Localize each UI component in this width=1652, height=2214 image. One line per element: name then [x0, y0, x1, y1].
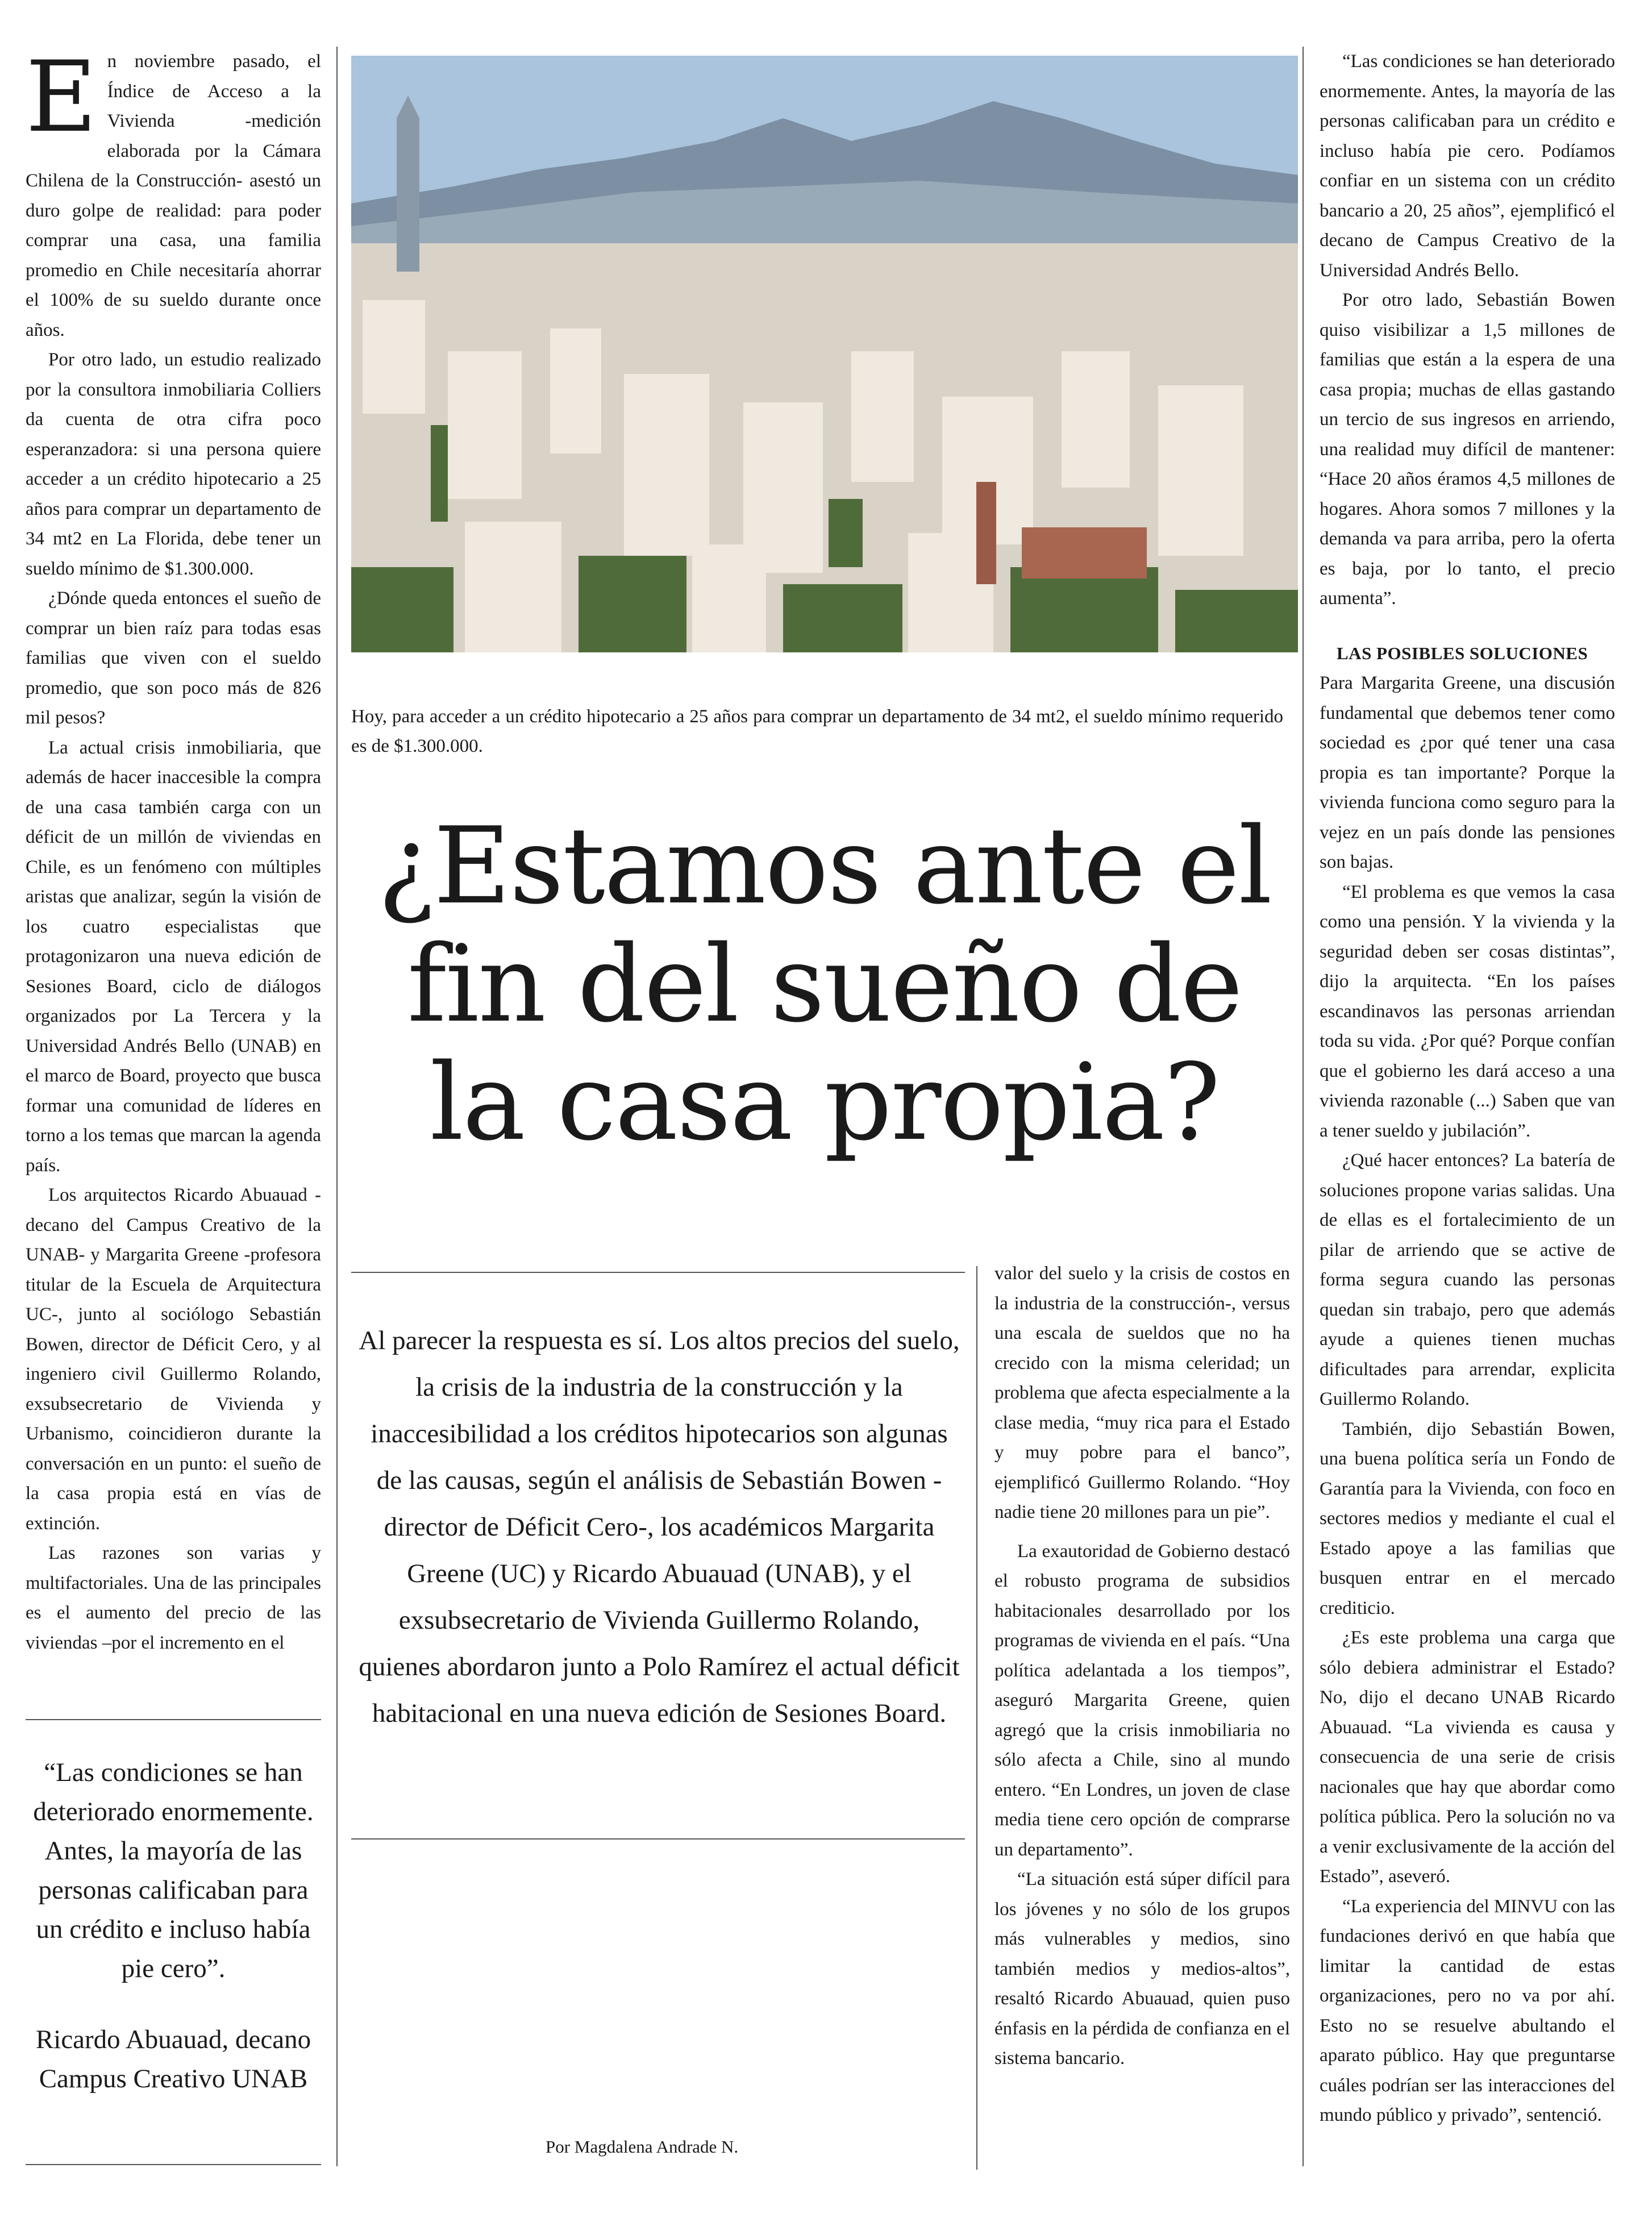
paragraph: La actual crisis inmobiliaria, que además de hacer inaccesible la compra de una casa también carga con un déficit de un millón de viviendas en Chile, es un fenómeno con múltiples aristas que analizar, según la visión de los cuatro especialistas que protagonizaron una nueva edición de Sesiones Board, ciclo de diálogos organizados por La Tercera y la Universidad Andrés Bello (UNAB) en el marco de Board, proyecto que busca formar una comunidad de líderes en torno a los temas que marcan la agenda país.: [26, 737, 321, 1176]
column-rule-right: [1303, 47, 1304, 2166]
paragraph: “La situación está súper difícil para los jóvenes y no sólo de los grupos más vulnerables y medios, sino también medios y medios-altos”, resaltó Ricardo Abuauad, quien puso énfasis en la pérdida de confianza en el sistema bancario.: [994, 1869, 1290, 2069]
paragraph: La exautoridad de Gobierno destacó el robusto programa de subsidios habitacionales desarrollado por los programas de vivienda en el país. “Una política adelantada a los tiempos”, aseguró Margarita Greene, quien agregó que la crisis inmobiliaria no sólo afecta a Chile, sino al mundo entero. “En Londres, un joven de clase media tiene cero opción de comprarse un departamento”.: [994, 1541, 1290, 1860]
deck-top-rule: [351, 1272, 965, 1273]
paragraph: Por otro lado, un estudio realizado por la consultora inmobiliaria Colliers da cuenta de otra cifra poco esperanzadora: si una persona quiere acceder a un crédito hipotecario a 25 años para comprar un departamento de 34 mt2 en La Florida, debe tener un sueldo mínimo de $1.300.000.: [26, 349, 321, 579]
pull-quote-bottom-rule: [26, 2164, 321, 2165]
byline: Por Magdalena Andrade N.: [546, 2137, 739, 2157]
headline-line: fin del sueño de: [407, 922, 1242, 1046]
deck-bottom-rule: [351, 1838, 965, 1840]
paragraph: “El problema es que vemos la casa como una pensión. Y la vivienda y la seguridad deben ser cosas distintas”, dijo la arquitecta. “En los países escandinavos las personas arriendan toda su vida. ¿Por qué? Porque confían que el gobierno les dará acceso a una vivienda razonable (...) Saben que van a tener sueldo y jubilación”.: [1320, 881, 1615, 1141]
right-column: [1320, 47, 1615, 2130]
paragraph: ¿Dónde queda entonces el sueño de comprar un bien raíz para todas esas familias que viven con el sueldo promedio, que son poco más de 826 mil pesos?: [26, 588, 321, 728]
section-subhead: LAS POSIBLES SOLUCIONES: [1337, 643, 1588, 663]
left-column: [26, 40, 321, 1658]
photo-caption: Hoy, para acceder a un crédito hipotecario a 25 años para comprar un departamento de 34 mt2, el sueldo mínimo requerido es de $1.300.000.: [351, 706, 1283, 756]
column-rule-left: [336, 47, 338, 2166]
paragraph: ¿Qué hacer entonces? La batería de soluciones propone varias salidas. Una de ellas es el fortalecimiento de un pilar de arriendo que se active de forma segura cuando las personas quedan sin trabajo, pero que además ayude a quienes tienen muchas dificultades para arrendar, explicita Guillermo Rolando.: [1320, 1150, 1615, 1409]
middle-column: [994, 1259, 1290, 2074]
pull-quote: [26, 1753, 321, 2099]
paragraph: También, dijo Sebastián Bowen, una buena política sería un Fondo de Garantía para la Vivienda, con foco en sectores medios y mediante el cual el Estado apoye a las familias que busquen entrar en el mercado crediticio.: [1320, 1418, 1615, 1618]
paragraph: valor del suelo y la crisis de costos en la industria de la construcción-, versus una escala de sueldos que no ha crecido con la misma celeridad; un problema que afecta especialmente a la clase media, “muy rica para el Estado y muy pobre para el banco”, ejemplificó Guillermo Rolando. “Hoy nadie tiene 20 millones para un pie”.: [994, 1263, 1290, 1522]
pull-quote-attribution: Ricardo Abuauad, decano Campus Creativo UNAB: [35, 2025, 311, 2094]
paragraph: Los arquitectos Ricardo Abuauad -decano del Campus Creativo de la UNAB- y Margarita Greene -profesora titular de la Escuela de Arquitectura UC-, junto al sociólogo Sebastián Bowen, director de Déficit Cero, y al ingeniero civil Guillermo Rolando, exsubsecretario de Vivienda y Urbanismo, coincidieron durante la conversación en un punto: el sueño de la casa propia está en vías de extinción.: [26, 1185, 321, 1534]
paragraph: n noviembre pasado, el Índice de Acceso a la Vivienda -medición elaborada por la Cámara Chilena de la Construcción- asestó un duro golpe de realidad: para poder comprar una casa, una familia promedio en Chile necesitaría ahorrar el 100% de su sueldo durante once años.: [26, 51, 321, 340]
paragraph: “Las condiciones se han deteriorado enormemente. Antes, la mayoría de las personas calificaban para un crédito e incluso había pie cero. Podíamos confiar en un sistema con un crédito bancario a 20, 25 años”, ejemplificó el decano de Campus Creativo de la Universidad Andrés Bello.: [1320, 51, 1615, 281]
paragraph: Por otro lado, Sebastián Bowen quiso visibilizar a 1,5 millones de familias que están a la espera de una casa propia; muchas de ellas gastando un tercio de sus ingresos en arriendo, una realidad muy difícil de mantener: “Hace 20 años éramos 4,5 millones de hogares. Ahora somos 7 millones y la demanda va para arriba, pero la oferta es baja, por lo tanto, el precio aumenta”.: [1320, 290, 1615, 609]
paragraph: Para Margarita Greene, una discusión fundamental que debemos tener como sociedad es ¿por qué tener una casa propia es tan importante? Porque la vivienda funciona como seguro para la vejez en un país donde las pensiones son bajas.: [1320, 673, 1615, 872]
paragraph: “La experiencia del MINVU con las fundaciones derivó en que había que limitar la cantidad de estas organizaciones, pero no va por ahí. Esto no se resuelve abultando el aparato público. Hay que preguntarse cuáles podrían ser las interacciones del mundo público y privado”, sentenció.: [1320, 1896, 1615, 2125]
headline-line: la casa propia?: [430, 1041, 1220, 1164]
drop-cap: E: [26, 40, 97, 154]
headline: [351, 804, 1298, 1164]
headline-line: ¿Estamos ante el: [378, 804, 1271, 927]
paragraph: ¿Es este problema una carga que sólo debiera administrar el Estado? No, dijo el decano UNAB Ricardo Abuauad. “La vivienda es causa y consecuencia de una serie de crisis nacionales que hay que abordar como política pública. Pero la solución no va a venir exclusivamente de la acción del Estado”, aseveró.: [1320, 1628, 1615, 1887]
pull-quote-text: “Las condiciones se han deteriorado enormemente. Antes, la mayoría de las personas calificaban para un crédito e incluso había pie cero”.: [33, 1758, 314, 1983]
city-skyline-photo: [351, 56, 1298, 652]
column-rule-middle: [976, 1266, 977, 2170]
paragraph: Las razones son varias y multifactoriales. Una de las principales es el aumento del precio de las viviendas –por el incremento en el: [26, 1543, 321, 1653]
deck: Al parecer la respuesta es sí. Los altos precios del suelo, la crisis de la industria de la construcción y la inaccesibilidad a los créditos hipotecarios son algunas de las causas, según el análisis de Sebastián Bowen -director de Déficit Cero-, los académicos Margarita Greene (UC) y Ricardo Abuauad (UNAB), y el exsubsecretario de Vivienda Guillermo Rolando, quienes abordaron junto a Polo Ramírez el actual déficit habitacional en una nueva edición de Sesiones Board.: [359, 1326, 960, 1728]
pull-quote-top-rule: [26, 1719, 321, 1720]
